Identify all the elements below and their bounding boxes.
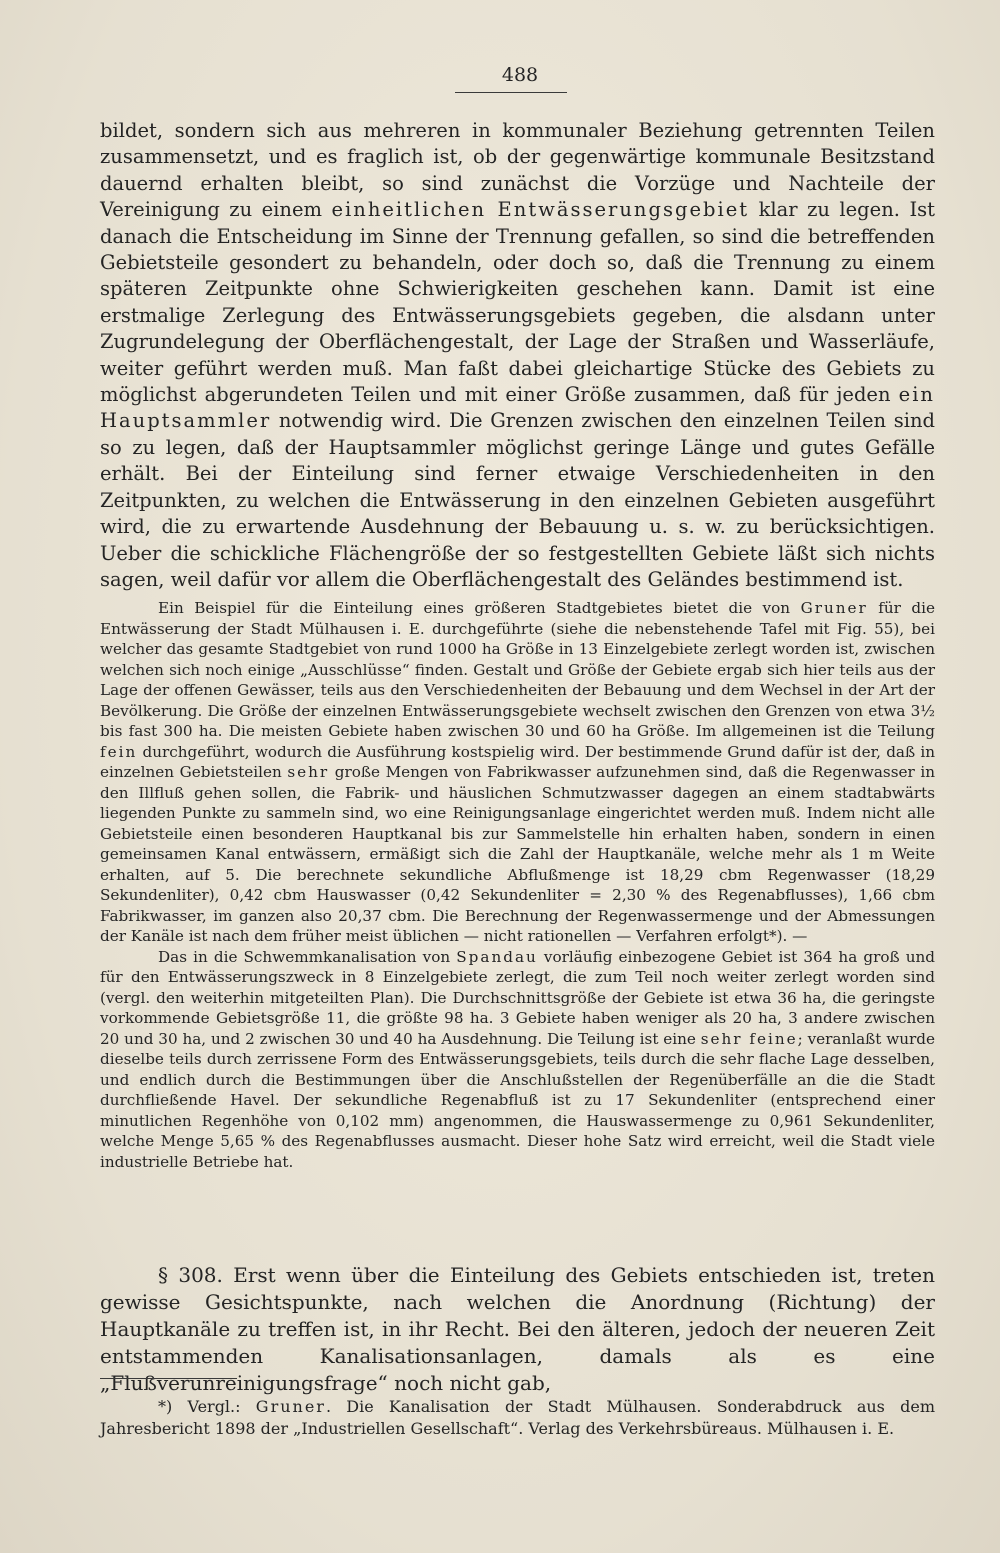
text-run: Das in die Schwemmkanalisation von <box>158 947 457 966</box>
text-run: für die Entwässerung der Stadt Mülhausen i. E. durchgeführte (siehe die nebenstehende Tafel mit Fig. 55), bei welcher das gesamte Stadtgebiet von rund 1000 ha Größe in 13 Einzelgebiete zerlegt worden ist, zwischen welchen sich noch einige „Ausschlüsse“ finden. Gestalt und Größe der Gebiete ergab sich hier teils aus der Lage der offenen Gewässer, teils aus den Verschiedenheiten der Bebauung und dem Wechsel in der Art der Bevölkerung. Die Größe der einzelnen Entwässerungsgebiete wechselt zwischen den Grenzen von etwa 3½ bis fast 300 ha. Die meisten Gebiete haben zwischen 30 und 60 ha Größe. Im allgemeinen ist die Teilung <box>100 599 935 740</box>
spaced-emphasis: Spandau <box>456 947 538 966</box>
example-paragraph-muelhausen <box>100 598 935 947</box>
text-run: notwendig wird. Die Grenzen zwischen den einzelnen Teilen sind so zu legen, daß der Hauptsammler möglichst geringe Länge und gutes Gefälle erhält. Bei der Einteilung sind ferner etwaige Verschiedenheiten in den Zeitpunkten, zu welchen die Entwässerung in den einzelnen Gebieten ausgeführt wird, die zu erwartende Ausdehnung der Bebauung u. s. w. zu berücksichtigen. Ueber die schickliche Flächengröße der so festgestellten Gebiete läßt sich nichts sagen, weil dafür vor allem die Oberflächengestalt des Geländes bestimmend ist. <box>100 409 935 591</box>
main-paragraph <box>100 118 935 593</box>
text-run: Ein Beispiel für die Einteilung eines größeren Stadtgebietes bietet die von <box>158 599 801 617</box>
page-number-rule <box>455 92 567 93</box>
spaced-emphasis: fein <box>100 742 138 761</box>
main-body-text <box>100 118 935 593</box>
footnote-rule <box>100 1378 237 1379</box>
spaced-emphasis: Gruner <box>255 1397 326 1416</box>
text-run: ; veranlaßt wurde dieselbe teils durch zerrissene Form des Entwässerungsgebiets, teils durch die sehr flache Lage desselben, und endlich durch die Bestimmungen über die Anschlußstellen der Regenüberfälle an die die Stadt durchfließende Havel. Der sekundliche Regenabfluß ist zu 17 Sekundenliter (entsprechend einer minutlichen Regenhöhe von 0,102 mm) angenommen, die Hauswassermenge zu 0,961 Sekundenliter, welche Menge 5,65 % des Regenabflusses ausmacht. Dieser hohe Satz wird erreicht, weil die Stadt viele industrielle Betriebe hat. <box>100 1029 935 1171</box>
spaced-emphasis: sehr feine <box>700 1029 798 1048</box>
spaced-emphasis: sehr <box>287 763 330 781</box>
text-run: klar zu legen. Ist danach die Entscheidung im Sinne der Trennung gefallen, so sind die betreffenden Gebietsteile gesondert zu behandeln, oder doch so, daß die Trennung zu einem späteren Zeitpunkte ohne Schwierigkeiten geschehen kann. Damit ist eine erstmalige Zerlegung des Entwässerungsgebiets gegeben, die alsdann unter Zugrundelegung der Oberflächengestalt, der Lage der Straßen und Wasserläufe, weiter geführt werden muß. Man faßt dabei gleichartige Stücke des Gebiets zu möglichst abgerundeten Teilen und mit einer Größe zusammen, daß für jeden <box>100 198 935 407</box>
spaced-emphasis: ein Hauptsammler <box>100 383 935 433</box>
text-run: *) Vergl.: <box>158 1397 256 1416</box>
text-run: . Die Kanalisation der Stadt Mülhausen. Sonderabdruck aus dem Jahresbericht 1898 der „Industriellen Gesellschaft“. Verlag des Verkehrsbüreaus. Mülhausen i. E. <box>100 1397 936 1438</box>
footnote <box>100 1396 935 1440</box>
footnote-text <box>100 1396 935 1440</box>
text-run: durchgeführt, wodurch die Ausführung kostspielig wird. Der bestimmende Grund dafür ist der, daß in einzelnen Gebietsteilen <box>100 742 935 781</box>
spaced-emphasis: Gruner <box>800 599 868 617</box>
small-print-examples <box>100 598 935 1172</box>
text-run: vorläufig einbezogene Gebiet ist 364 ha groß und für den Entwässerungszweck in 8 Einzelgebiete zerlegt, die zum Teil noch weiter zerlegt worden sind (vergl. den weiterhin mitgeteilten Plan). Die Durchschnittsgröße der Gebiete ist etwa 36 ha, die geringste vorkommende Gebietsgröße 11, die größte 98 ha. 3 Gebiete haben weniger als 20 ha, 3 andere zwischen 20 und 30 ha, und 2 zwischen 30 und 40 ha Ausdehnung. Die Teilung ist eine <box>100 947 935 1048</box>
text-run: bildet, sondern sich aus mehreren in kommunaler Beziehung getrennten Teilen zusammensetzt, und es fraglich ist, ob der gegenwärtige kommunale Besitzstand dauernd erhalten bleibt, so sind zunächst die Vorzüge und Nachteile der Vereinigung zu einem <box>100 119 935 222</box>
page-number: 488 <box>501 64 539 86</box>
text-run: große Mengen von Fabrikwasser aufzunehmen sind, daß die Regenwasser in den Illfluß gehen sollen, die Fabrik- und häuslichen Schmutzwasser dagegen an einem stadtabwärts liegenden Punkte zu sammeln sind, wo eine Reinigungsanlage eingerichtet werden muß. Indem nicht alle Gebietsteile einen besonderen Hauptkanal bis zur Sammelstelle hin erhalten haben, sondern in einen gemeinsamen Kanal entwässern, ermäßigt sich die Zahl der Hauptkanäle, welche mehr als 1 m Weite erhalten, auf 5. Die berechnete sekundliche Abflußmenge ist 18,29 cbm Regenwasser (18,29 Sekundenliter), 0,42 cbm Hauswasser (0,42 Sekundenliter = 2,30 % des Regenabflusses), 1,66 cbm Fabrikwasser, im ganzen also 20,37 cbm. Die Berechnung der Regenwassermenge und der Abmessungen der Kanäle ist nach dem früher meist üblichen — nicht rationellen — Verfahren erfolgt*). — <box>100 763 935 945</box>
example-paragraph-spandau <box>100 947 935 1173</box>
section-paragraph: § 308. Erst wenn über die Einteilung des Gebiets entschieden ist, treten gewisse Gesichtspunkte, nach welchen die Anordnung (Richtung) der Hauptkanäle zu treffen ist, in ihr Recht. Bei den älteren, jedoch der neueren Zeit entstammenden Kanalisationsanlagen, damals als es eine „Flußverunreinigungsfrage“ noch nicht gab, <box>100 1263 935 1395</box>
section-308 <box>100 1262 935 1397</box>
spaced-emphasis: einheitlichen Entwässerungsgebiet <box>331 198 750 222</box>
